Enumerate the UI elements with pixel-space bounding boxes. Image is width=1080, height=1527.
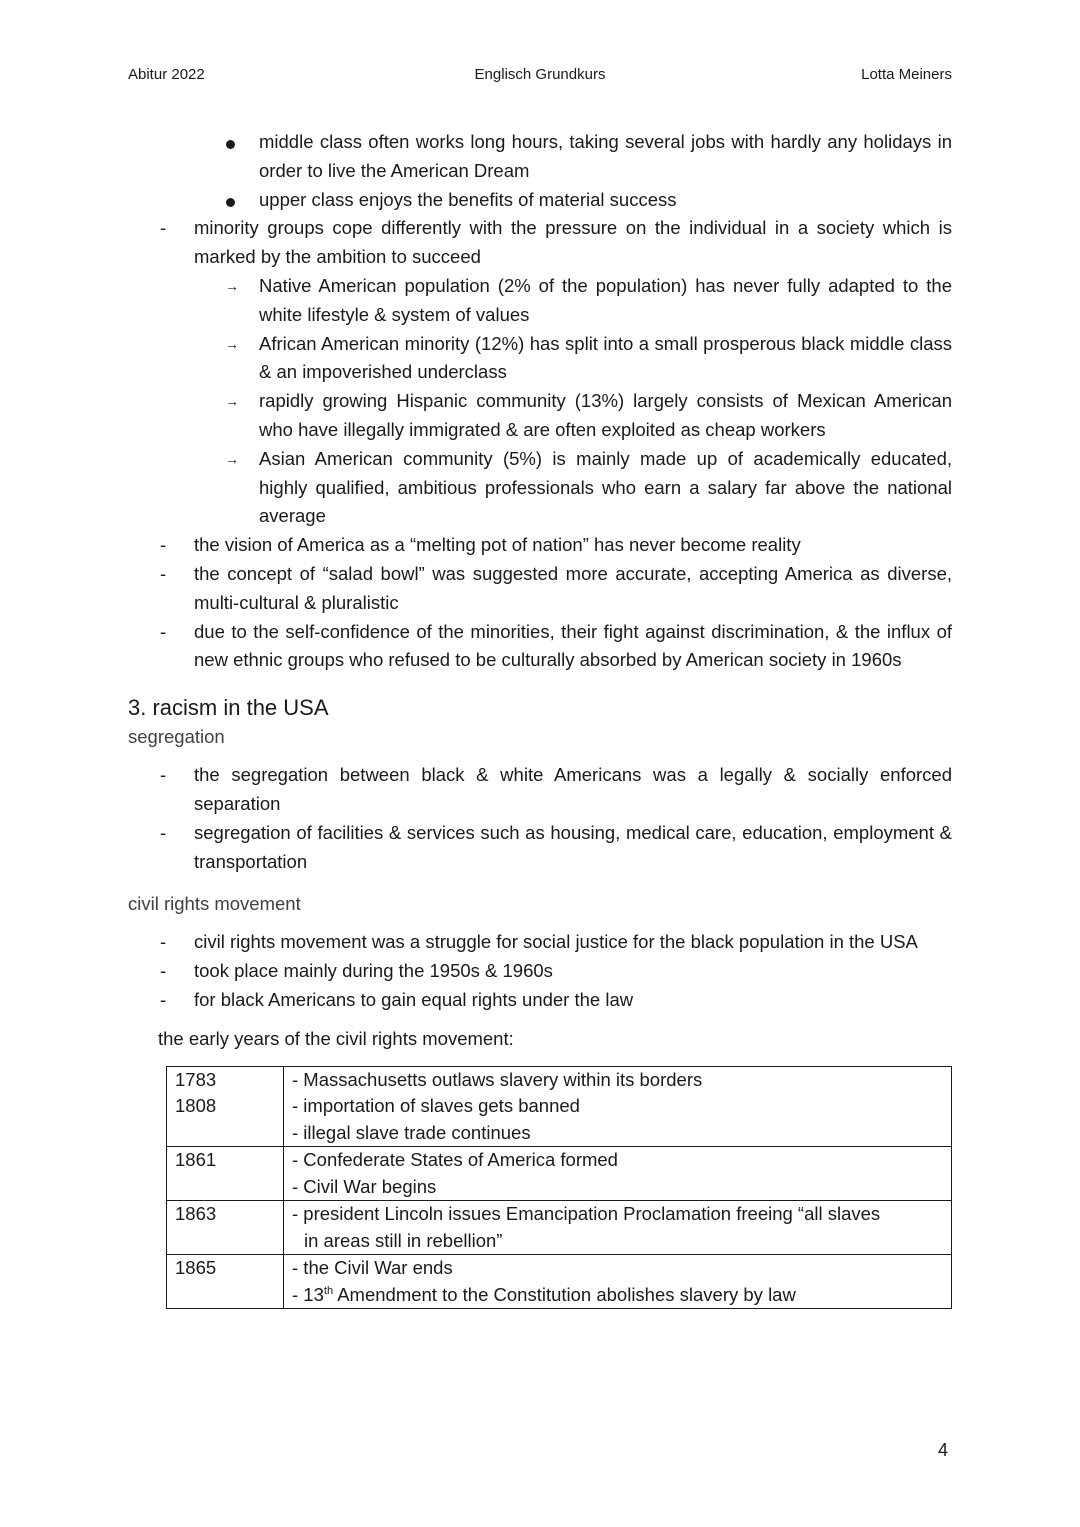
year-value: 1865 [175,1257,217,1279]
year-value: 1808 [175,1095,217,1117]
event-line: in areas still in rebellion” [304,1229,503,1251]
dash-text: minority groups cope differently with the pressure on the individual in a society which is marked by the ambition to succeed [194,217,952,268]
subheading-segregation: segregation [128,726,225,748]
dash-item [128,761,952,819]
event-cell [284,1255,952,1309]
dash-item [128,819,952,877]
dash-item [128,214,952,272]
event-line: - Confederate States of America formed [292,1149,618,1171]
dash-text: the vision of America as a “melting pot of nation” has never become reality [194,534,801,556]
bullet-item [128,128,952,186]
arrow-item [128,445,952,531]
subheading-civil-rights: civil rights movement [128,893,301,915]
bullet-text: middle class often works long hours, taking several jobs with hardly any holidays in order to live the American Dream [259,131,952,181]
arrow-right-icon: → [225,335,239,352]
year-cell [167,1147,284,1201]
header-exam: Abitur 2022 [128,66,205,83]
dash-icon: - [160,620,167,642]
bullet-item [128,186,952,215]
arrow-text: African American minority (12%) has split into a small prosperous black middle class & an impoverished underclass [259,332,952,383]
arrow-text: Asian American community (5%) is mainly made up of academically educated, highly qualified, ambitious professionals who earn a salary far above the national average [259,447,952,527]
year-value: 1863 [175,1203,217,1225]
dash-text: for black Americans to gain equal rights under the law [194,988,634,1010]
document-body [128,128,952,1309]
dash-item [128,618,952,676]
dash-text: due to the self-confidence of the minorities, their fight against discrimination, & the influx of new ethnic groups who refused to be culturally absorbed by American society in 1960s [194,620,952,671]
dash-icon: - [160,931,167,953]
page-number: 4 [938,1440,949,1460]
event-line: - president Lincoln issues Emancipation Proclamation freeing “all slaves [292,1203,881,1225]
arrow-right-icon: → [225,277,239,294]
bullet-dot-icon [226,140,235,149]
dash-item [128,928,952,957]
event-line: - Massachusetts outlaws slavery within its borders [292,1068,703,1090]
table-row [167,1066,952,1147]
arrow-item [128,272,952,330]
event-cell [284,1066,952,1147]
dash-item [128,986,952,1015]
arrow-item [128,330,952,388]
dash-text: civil rights movement was a struggle for social justice for the black population in the USA [194,931,918,953]
event-line: - importation of slaves gets banned [292,1095,580,1117]
dash-text: took place mainly during the 1950s & 1960s [194,960,553,982]
header-author: Lotta Meiners [861,66,952,83]
amendment-prefix: - 13 [292,1283,324,1305]
event-line: - the Civil War ends [292,1257,453,1279]
dash-icon: - [160,960,167,982]
dash-icon: - [160,988,167,1010]
year-value: 1861 [175,1149,217,1171]
year-cell [167,1201,284,1255]
table-row [167,1255,952,1309]
event-cell [284,1147,952,1201]
arrow-item [128,387,952,445]
year-value: 1783 [175,1068,217,1090]
dash-icon: - [160,534,167,556]
dash-item [128,560,952,618]
table-row [167,1147,952,1201]
dash-text: the segregation between black & white Americans was a legally & socially enforced separation [194,764,952,814]
event-line [292,1282,943,1309]
event-line: - Civil War begins [292,1175,437,1197]
dash-icon: - [160,764,167,786]
dash-icon: - [160,821,167,843]
section-heading: 3. racism in the USA [128,695,329,721]
event-line: - illegal slave trade continues [292,1121,531,1143]
arrow-text: Native American population (2% of the population) has never fully adapted to the white lifestyle & system of values [259,274,952,325]
arrow-text: rapidly growing Hispanic community (13%) largely consists of Mexican American who have illegally immigrated & are often exploited as cheap workers [259,390,952,440]
bullet-text: upper class enjoys the benefits of material success [259,188,677,210]
dash-text: the concept of “salad bowl” was suggested more accurate, accepting America as diverse, multi-cultural & pluralistic [194,562,952,613]
arrow-right-icon: → [225,393,239,410]
event-cell [284,1201,952,1255]
ordinal-suffix: th [323,1284,334,1297]
page-header [128,66,952,86]
dash-icon: - [160,217,167,239]
amendment-text: Amendment to the Constitution abolishes slavery by law [333,1283,796,1305]
year-cell [167,1255,284,1309]
table-row [167,1201,952,1255]
bullet-dot-icon [226,198,235,207]
header-course: Englisch Grundkurs [474,66,606,83]
dash-item [128,531,952,560]
dash-icon: - [160,562,167,584]
dash-item [128,957,952,986]
timeline-table [166,1066,952,1310]
arrow-right-icon: → [225,450,239,467]
timeline-intro: the early years of the civil rights movement: [158,1027,514,1049]
dash-text: segregation of facilities & services such as housing, medical care, education, employment & transportation [194,821,952,872]
year-cell [167,1066,284,1147]
